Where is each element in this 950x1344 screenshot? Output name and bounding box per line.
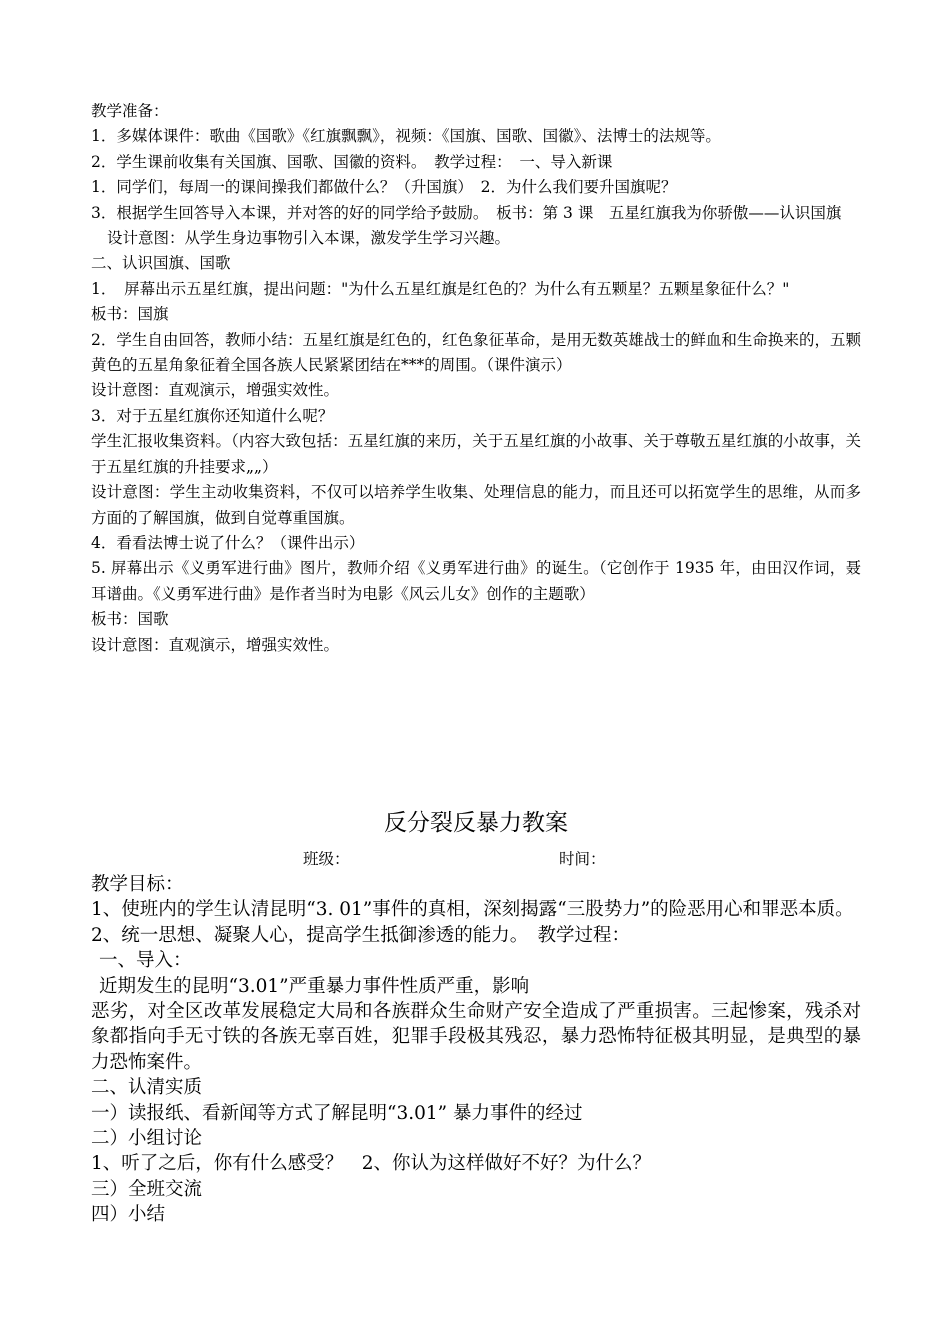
text-line: 一、导入： (99, 950, 192, 972)
text-line: 2、统一思想、凝聚人心，提高学生抵御渗透的能力。 教学过程： (91, 924, 631, 946)
text-line: 设计意图：学生主动收集资料，不仅可以培养学生收集、处理信息的能力，而且还可以拓宽学生的思维，从而多方面的了解国旗，做到自觉尊重国旗。 (91, 483, 861, 527)
text-line: 1、听了之后，你有什么感受？ 2、你认为这样做好不好？为什么？ (91, 1153, 652, 1175)
text-line: 一）读报纸、看新闻等方式了解昆明“3.01” 暴力事件的经过 (91, 1102, 583, 1124)
text-line: 四）小结 (91, 1204, 166, 1226)
text-line: 设计意图：从学生身边事物引入本课，激发学生学习兴趣。 (107, 229, 511, 248)
text-line: 二、认识国旗、国歌 (91, 254, 231, 273)
text-line: 2．学生自由回答，教师小结：五星红旗是红色的，红色象征革命，是用无数英雄战士的鲜血和生命换来的，五颗黄色的五星角象征着全国各族人民紧紧团结在***的周围。（课件演示） (91, 330, 861, 375)
text-line: 恶劣，对全区改革发展稳定大局和各族群众生命财产安全造成了严重损害。三起惨案，残杀对象都指向手无寸铁的各族无辜百姓，犯罪手段极其残忍，暴力恐怖特征极其明显，是典型的暴力恐怖案件。 (91, 1001, 861, 1073)
text-line: 4．看看法博士说了什么？（课件出示） (91, 533, 365, 552)
text-line: 1、使班内的学生认清昆明“3. 01”事件的真相，深刻揭露“三股势力”的险恶用心和罪恶本质。 (91, 899, 854, 921)
text-line: 1． 屏幕出示五星红旗，提出问题："为什么五星红旗是红色的？为什么有五颗星？五颗星象征什么？" (91, 279, 790, 298)
text-line: 二、认清实质 (91, 1077, 203, 1099)
text-line: 1．同学们，每周一的课间操我们都做什么？（升国旗） 2．为什么我们要升国旗呢？ (91, 178, 677, 197)
text-line: 教学目标： (91, 874, 184, 895)
time-label: 时间： (559, 850, 606, 868)
text-line: 二）小组讨论 (91, 1128, 203, 1150)
text-line: 板书：国旗 (91, 305, 169, 324)
lesson-plan-flag-anthem (91, 99, 861, 658)
text-line: 近期发生的昆明“3.01”严重暴力事件性质严重，影响 (99, 975, 530, 997)
text-line: 3．对于五星红旗你还知道什么呢？ (91, 406, 334, 425)
text-line: 教学准备： (91, 102, 169, 120)
text-line: 板书：国歌 (91, 610, 169, 629)
text-line: 3．根据学生回答导入本课，并对答的好的同学给予鼓励。 板书：第 3 课 五星红旗我为你骄傲——认识国旗 (91, 203, 842, 222)
text-line: 2．学生课前收集有关国旗、国歌、国徽的资料。 教学过程： 一、导入新课 (91, 152, 613, 171)
class-time-row (91, 847, 861, 872)
text-line: 学生汇报收集资料。（内容大致包括：五星红旗的来历，关于五星红旗的小故事、关于尊敬五星红旗的小故事，关于五星红旗的升挂要求„„） (91, 432, 861, 476)
class-label: 班级： (303, 850, 350, 868)
text-line: 1．多媒体课件：歌曲《国歌》《红旗飘飘》，视频：《国旗、国歌、国徽》、法博士的法规等。 (91, 127, 721, 146)
text-line: 设计意图：直观演示，增强实效性。 (91, 381, 340, 400)
document-title: 反分裂反暴力教案 (384, 810, 568, 836)
text-line: 三）全班交流 (91, 1178, 203, 1200)
lesson-plan-anti-separatism (91, 808, 861, 1228)
text-line: 设计意图：直观演示，增强实效性。 (91, 635, 340, 654)
text-line: 5. 屏幕出示《义勇军进行曲》图片，教师介绍《义勇军进行曲》的诞生。（它创作于 1935 年，由田汉作词，聂耳谱曲。《义勇军进行曲》是作者当时为电影《风云儿女》创作的主题歌） (91, 559, 861, 603)
